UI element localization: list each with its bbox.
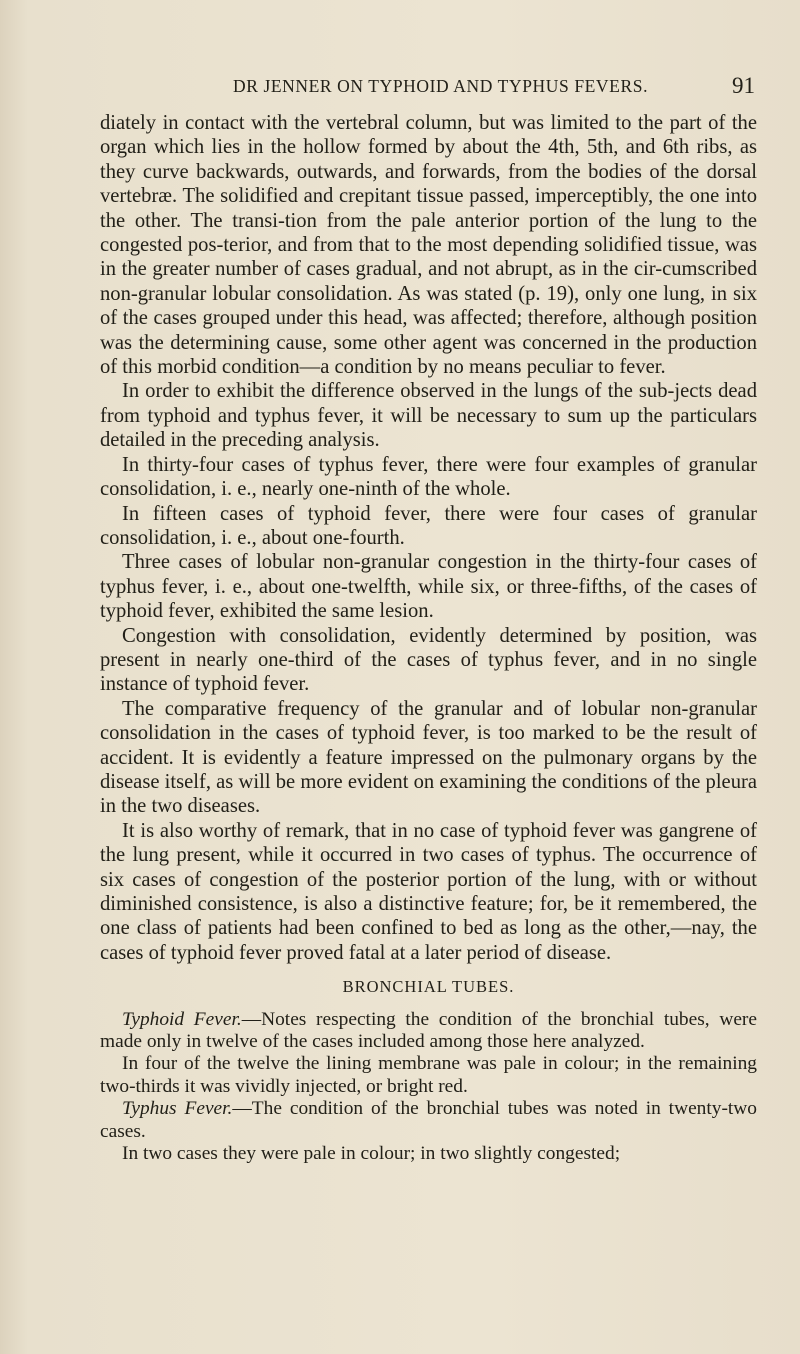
- typhus-text: —The condition of the bronchial tubes was noted in twenty-two cases.: [100, 1098, 758, 1142]
- typhoid-label: Typhoid Fever.: [122, 1008, 242, 1030]
- running-head: [148, 73, 755, 106]
- paragraph: It is also worthy of remark, that in no case of typhoid fever was gangrene of the lung present, while it occurred in two cases of typhus. The occurrence of six cases of congestion of the posterior portion of the lung, with or without diminished consistence, is also a distinctive feature; for, be it remembered, the one class of patients had been confined to bed as long as the other,—nay, the cases of typhoid fever proved fatal at a later period of disease.: [100, 819, 757, 964]
- paragraph: In order to exhibit the difference observed in the lungs of the sub-jects dead from typhoid and typhus fever, it will be necessary to sum up the particulars detailed in the preceding analysis.: [100, 380, 757, 452]
- running-title: DR JENNER ON TYPHOID AND TYPHUS FEVERS.: [232, 76, 649, 96]
- paragraph-typhus: [100, 1098, 757, 1143]
- paragraph-last: In two cases they were pale in colour; in two slightly congested;: [122, 1143, 621, 1165]
- paragraph: Three cases of lobular non-granular congestion in the thirty-four cases of typhus fever, i. e., about one-twelfth, while six, or three-fifths, of the cases of typhoid fever, exhibited the same lesion.: [100, 551, 757, 623]
- typhoid-text: —Notes respecting the condition of the bronchial tubes, were made only in twelve of the cases included among those here analyzed.: [100, 1008, 757, 1053]
- paragraph: Congestion with consolidation, evidently determined by position, was present in nearly one-third of the cases of typhus fever, and in no single instance of typhoid fever.: [100, 624, 757, 696]
- paragraph-lining: In four of the twelve the lining membrane was pale in colour; in the remaining two-thirds it was vividly injected, or bright red.: [100, 1053, 757, 1097]
- section-heading: BRONCHIAL TUBES.: [342, 977, 515, 997]
- typhus-label: Typhus Fever.: [122, 1098, 233, 1120]
- paragraph: In thirty-four cases of typhus fever, there were four examples of granular consolidation, i. e., nearly one-ninth of the whole.: [100, 453, 757, 501]
- paragraph-typhoid: [100, 1009, 757, 1054]
- paragraph: In fifteen cases of typhoid fever, there were four cases of granular consolidation, i. e., about one-fourth.: [100, 502, 757, 549]
- page-number: 91: [732, 73, 755, 98]
- paragraph: diately in contact with the vertebral column, but was limited to the part of the organ which lies in the hollow formed by about the 4th, 5th, and 6th ribs, as they curve backwards, outwards, and forwards, from the bodies of the dorsal vertebræ. The solidified and crepitant tissue passed, imperceptibly, the one into the other. The transi-tion from the pale anterior portion of the lung to the congested pos-terior, and from that to the most depending solidified tissue, was in the greater number of cases gradual, and not abrupt, as in the cir-cumscribed non-granular lobular consolidation. As was stated (p. 19), only one lung, in six of the cases grouped under this head, was affected; therefore, although position was the determining cause, some other agent was concerned in the production of this morbid condition—a condition by no means peculiar to fever.: [100, 112, 757, 379]
- paragraph: The comparative frequency of the granular and of lobular non-granular consolidation in the cases of typhoid fever, is too marked to be the result of accident. It is evidently a feature impressed on the pulmonary organs by the disease itself, as will be more evident on examining the conditions of the pleura in the two diseases.: [100, 697, 757, 818]
- body-text: [100, 111, 757, 1165]
